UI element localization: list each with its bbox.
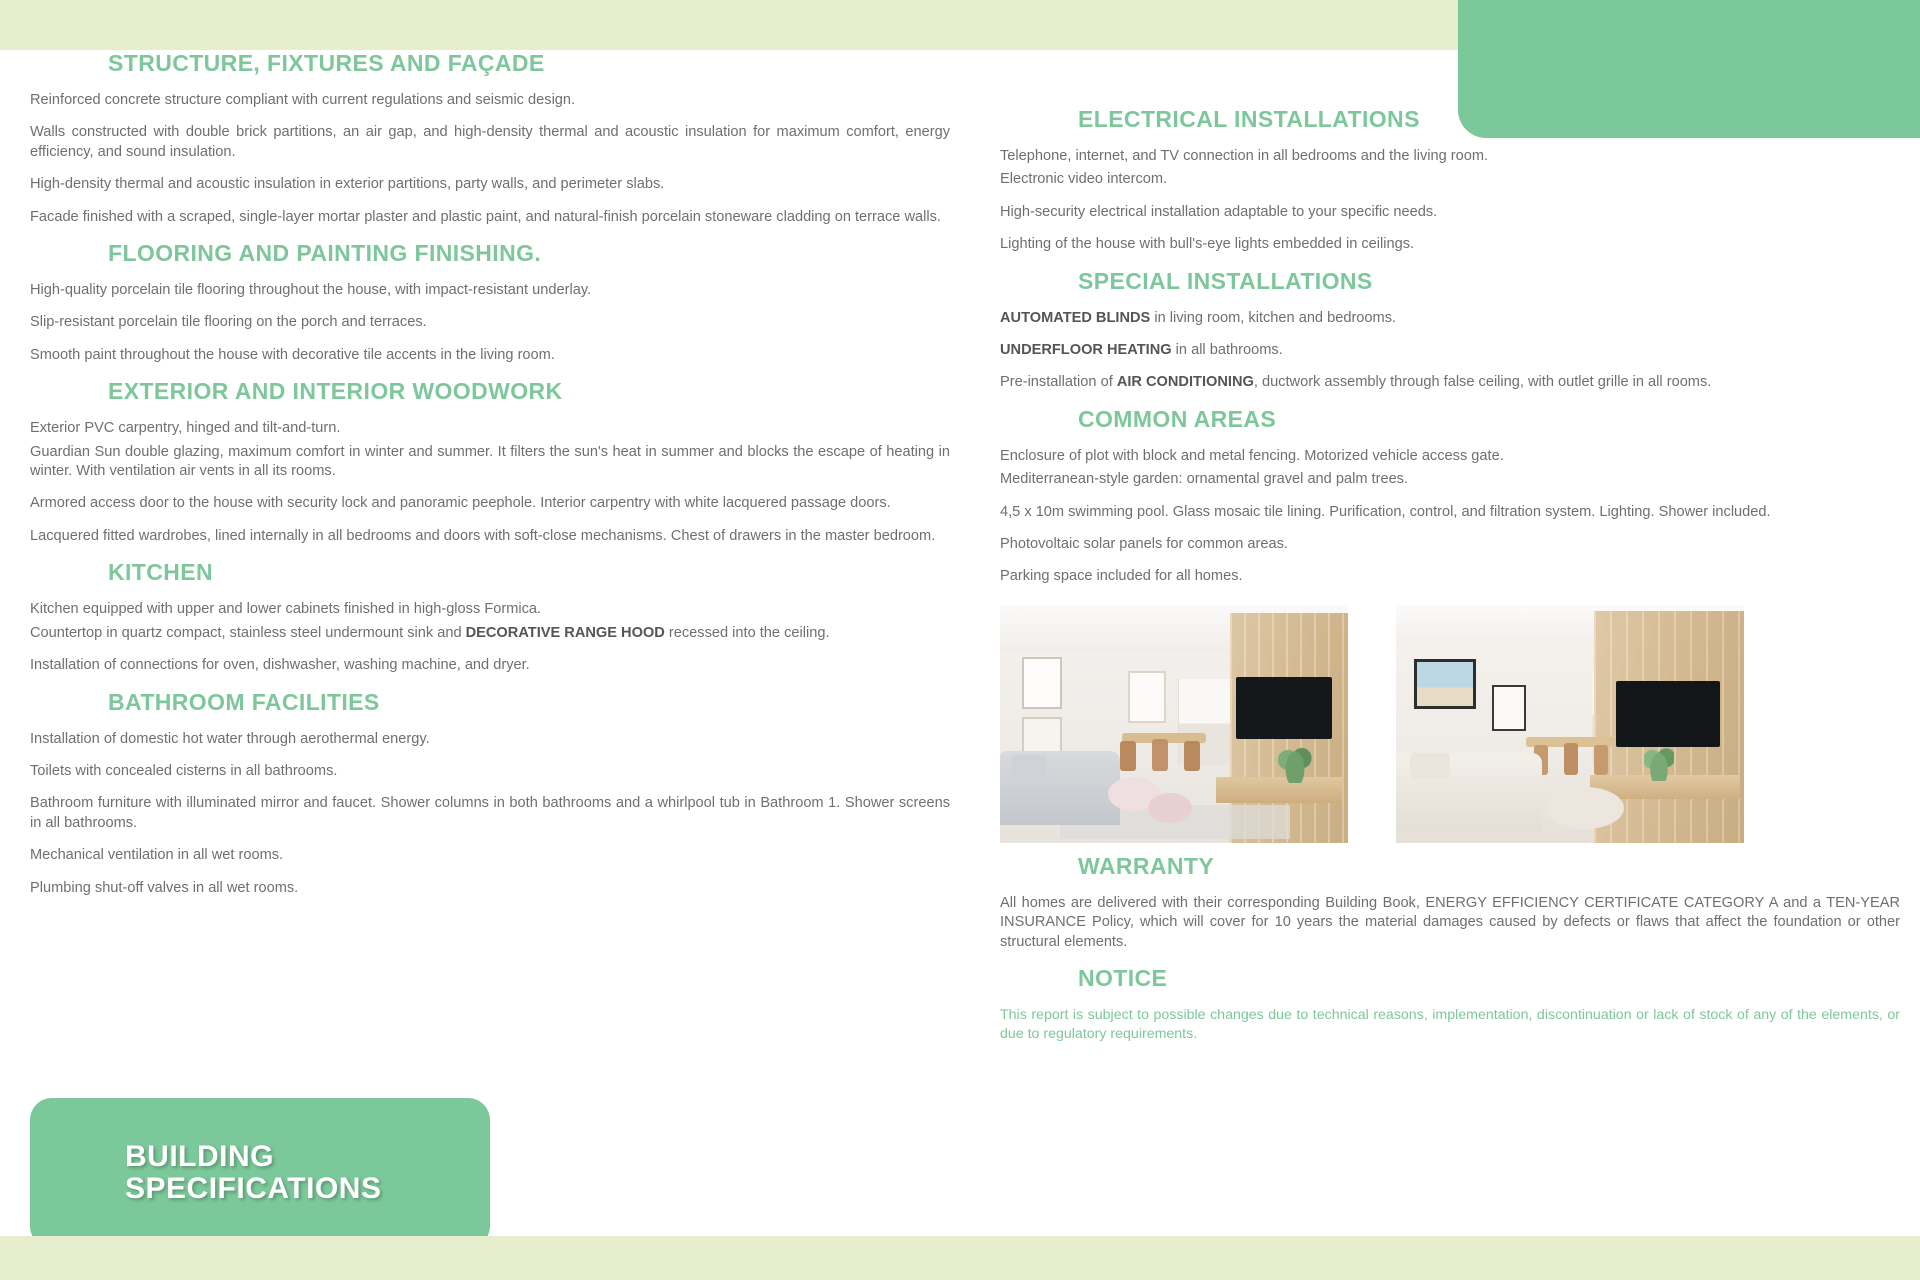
- paragraph-kitchen-3: Installation of connections for oven, dishwasher, washing machine, and dryer.: [30, 657, 530, 674]
- paragraph-special-1: AUTOMATED BLINDS in living room, kitchen and bedrooms.: [1000, 309, 1397, 326]
- section-title-electrical: ELECTRICAL INSTALLATIONS: [1078, 106, 1420, 132]
- left-column: [30, 50, 950, 911]
- warranty-section: [1000, 853, 1900, 952]
- paragraph-common-3: 4,5 x 10m swimming pool. Glass mosaic tile lining. Purification, control, and filtration system. Lighting. Shower included.: [1000, 503, 1771, 520]
- paragraph-bathroom-2: Toilets with concealed cisterns in all bathrooms.: [30, 762, 338, 779]
- bottom-band: [0, 1236, 1920, 1280]
- paragraph-special-2: UNDERFLOOR HEATING in all bathrooms.: [1000, 342, 1283, 359]
- section-title-bathroom: BATHROOM FACILITIES: [108, 688, 380, 715]
- section-title-woodwork: EXTERIOR AND INTERIOR WOODWORK: [108, 378, 563, 405]
- section-title-kitchen: KITCHEN: [108, 559, 214, 586]
- paragraph-common-5: Parking space included for all homes.: [1000, 568, 1243, 585]
- section-title-notice: NOTICE: [1078, 965, 1168, 992]
- paragraph-bathroom-1: Installation of domestic hot water through aerothermal energy.: [30, 730, 430, 747]
- page-content: [0, 50, 1920, 1236]
- paragraph-bathroom-4: Mechanical ventilation in all wet rooms.: [30, 847, 284, 864]
- render-images: [1000, 605, 1900, 843]
- paragraph-woodwork-4: Lacquered fitted wardrobes, lined internally in all bedrooms and doors with soft-close mechanisms. Chest of drawers in the master bedroom.: [30, 527, 936, 544]
- paragraph-flooring-2: Slip-resistant porcelain tile flooring on the porch and terraces.: [30, 314, 427, 331]
- paragraph-electrical-4: Lighting of the house with bull's-eye lights embedded in ceilings.: [1000, 236, 1415, 253]
- paragraph-bathroom-3: Bathroom furniture with illuminated mirror and faucet. Shower columns in both bathrooms and a whirlpool tub in Bathroom 1. Shower screens in all bathrooms.: [30, 795, 950, 831]
- paragraph-common-1: Enclosure of plot with block and metal fencing. Motorized vehicle access gate.: [1000, 447, 1504, 464]
- paragraph-structure-3: High-density thermal and acoustic insulation in exterior partitions, party walls, and perimeter slabs.: [30, 176, 665, 193]
- paragraph-woodwork-2: Guardian Sun double glazing, maximum comfort in winter and summer. It filters the sun's heat in summer and blocks the escape of heating in winter. With ventilation air vents in all its rooms.: [30, 443, 950, 480]
- paragraph-warranty-1: All homes are delivered with their corresponding Building Book, ENERGY EFFICIENCY CERTIFICATE CATEGORY A and a TEN-YEAR INSURANCE Policy, which will cover for 10 years the material damages caused by defects or flaws that affect the foundation or other structural elements.: [1000, 894, 1900, 950]
- paragraph-kitchen-1: Kitchen equipped with upper and lower cabinets finished in high-gloss Formica.: [30, 601, 542, 618]
- paragraph-kitchen-2: Countertop in quartz compact, stainless steel undermount sink and DECORATIVE RANGE HOOD recessed into the ceiling.: [30, 624, 830, 641]
- section-title-common-areas: COMMON AREAS: [1078, 405, 1277, 432]
- paragraph-bathroom-5: Plumbing shut-off valves in all wet rooms.: [30, 879, 299, 896]
- paragraph-structure-2: Walls constructed with double brick partitions, an air gap, and high-density thermal and acoustic insulation for maximum comfort, energy efficiency, and sound insulation.: [30, 124, 950, 160]
- paragraph-flooring-1: High-quality porcelain tile flooring throughout the house, with impact-resistant underlay.: [30, 282, 592, 299]
- building-specifications-badge: [30, 1098, 490, 1248]
- section-title-warranty: WARRANTY: [1078, 852, 1215, 879]
- paragraph-electrical-2: Electronic video intercom.: [1000, 171, 1168, 188]
- paragraph-special-3: Pre-installation of AIR CONDITIONING, ductwork assembly through false ceiling, with outlet grille in all rooms.: [1000, 374, 1712, 391]
- badge-line-2: SPECIFICATIONS: [125, 1172, 382, 1205]
- paragraph-woodwork-3: Armored access door to the house with security lock and panoramic peephole. Interior carpentry with white lacquered passage doors.: [30, 495, 891, 512]
- badge-line-1: BUILDING: [125, 1139, 274, 1173]
- paragraph-notice-1: This report is subject to possible changes due to technical reasons, implementation, discontinuation or lack of stock of any of the elements, or due to regulatory requirements.: [1000, 1007, 1900, 1042]
- paragraph-electrical-1: Telephone, internet, and TV connection in all bedrooms and the living room.: [1000, 148, 1489, 164]
- paragraph-structure-1: Reinforced concrete structure compliant with current regulations and seismic design.: [30, 92, 576, 108]
- section-title-special: SPECIAL INSTALLATIONS: [1078, 267, 1373, 294]
- section-title-flooring: FLOORING AND PAINTING FINISHING.: [108, 240, 542, 267]
- living-room-render-1: [1000, 605, 1348, 843]
- paragraph-common-4: Photovoltaic solar panels for common areas.: [1000, 536, 1288, 553]
- paragraph-structure-4: Facade finished with a scraped, single-layer mortar plaster and plastic paint, and natural-finish porcelain stoneware cladding on terrace walls.: [30, 208, 941, 225]
- paragraph-common-2: Mediterranean-style garden: ornamental gravel and palm trees.: [1000, 471, 1409, 488]
- paragraph-flooring-3: Smooth paint throughout the house with decorative tile accents in the living room.: [30, 346, 555, 363]
- section-title-structure: STRUCTURE, FIXTURES AND FAÇADE: [108, 50, 545, 76]
- right-column: [1000, 50, 1900, 1043]
- paragraph-electrical-3: High-security electrical installation adaptable to your specific needs.: [1000, 203, 1438, 220]
- living-room-render-2: [1396, 605, 1744, 843]
- paragraph-woodwork-1: Exterior PVC carpentry, hinged and tilt-and-turn.: [30, 420, 341, 437]
